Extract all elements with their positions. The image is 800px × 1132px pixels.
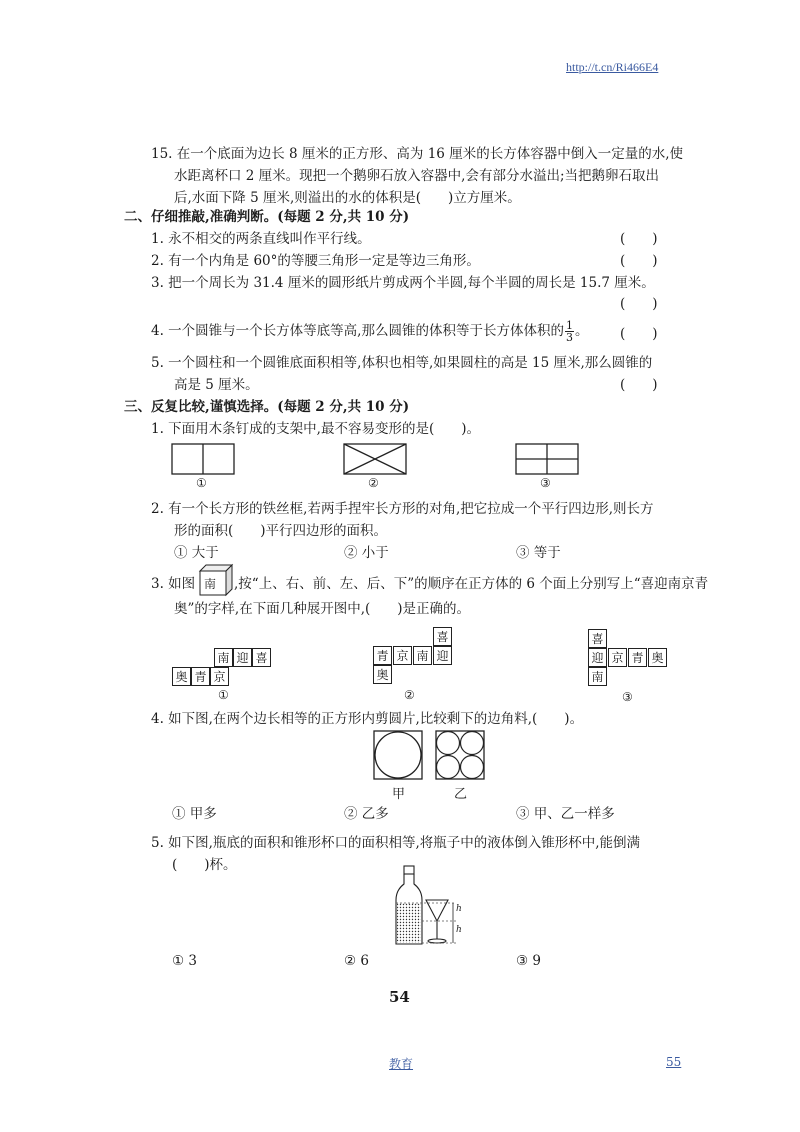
q15-line1: 15. 在一个底面为边长 8 厘米的正方形、高为 16 厘米的长方体容器中倒入一定量的水,使 [151, 146, 683, 162]
fig-label-jia: 甲 [392, 787, 406, 802]
header-url[interactable]: http://t.cn/Ri466E4 [566, 60, 659, 74]
s2-item2-paren: ( ) [620, 253, 658, 269]
s3-q5-option-1: ① 3 [172, 953, 197, 969]
s3-q2-line1: 2. 有一个长方形的铁丝框,若两手捏牢长方形的对角,把它拉成一个平行四边形,则长方 [151, 501, 654, 517]
section2-title: 二、仔细推敲,准确判断。(每题 2 分,共 10 分) [124, 209, 410, 225]
s3-q1-option-3: ③ [540, 476, 551, 490]
s3-q4-option-2: ② 乙多 [344, 806, 389, 822]
s3-q1-option-1: ① [196, 476, 207, 490]
net2-cell: 迎 [433, 646, 452, 665]
s2-item1-paren: ( ) [620, 231, 658, 247]
s2-item4-tail: 。 [574, 323, 589, 339]
net2-cell: 喜 [433, 627, 452, 646]
s3-q5-option-2: ② 6 [344, 953, 369, 969]
fig-label-yi: 乙 [454, 787, 468, 802]
section3-title: 三、反复比较,谨慎选择。(每题 2 分,共 10 分) [124, 399, 410, 415]
bottle-shape [396, 866, 422, 944]
net3-cell: 京 [608, 648, 627, 667]
net1-cell: 京 [210, 667, 229, 686]
s3-q2-line2: 形的面积( )平行四边形的面积。 [174, 523, 388, 539]
s3-q2-option-1: ① 大于 [174, 545, 219, 561]
footer-link-left[interactable]: 教育 [389, 1057, 414, 1071]
s2-item5-line1: 5. 一个圆柱和一个圆锥底面积相等,体积也相等,如果圆柱的高是 15 厘米,那么圆锥的 [151, 355, 653, 371]
s3-q5-line2: ( )杯。 [172, 857, 237, 873]
net1-cell: 青 [191, 667, 210, 686]
net3-cell: 南 [588, 667, 607, 686]
q15-line2: 水距离杯口 2 厘米。现把一个鹅卵石放入容器中,会有部分水溢出;当把鹅卵石取出 [174, 168, 660, 184]
height-label-bottom: h [456, 925, 462, 935]
net1-cell: 喜 [252, 648, 271, 667]
net1-cell: 南 [214, 648, 233, 667]
s3-q3-label-3: ③ [622, 690, 633, 704]
page-number: 54 [389, 988, 410, 1006]
s3-q3-line1b: ,按“上、右、前、左、后、下”的顺序在正方体的 6 个面上分别写上“喜迎南京青 [234, 576, 709, 592]
s3-q3-label-2: ② [404, 688, 415, 702]
s2-item1: 1. 永不相交的两条直线叫作平行线。 [151, 231, 371, 247]
cube-front-face: 南 [204, 577, 217, 591]
net3-cell: 青 [628, 648, 647, 667]
s2-item2: 2. 有一个内角是 60°的等腰三角形一定是等边三角形。 [151, 253, 480, 269]
fraction-denominator: 3 [565, 331, 573, 344]
s3-q5-line1: 5. 如下图,瓶底的面积和锥形杯口的面积相等,将瓶子中的液体倒入锥形杯中,能倒满 [151, 835, 641, 851]
net3-cell: 喜 [588, 629, 607, 648]
height-label-top: h [456, 904, 462, 914]
net1-cell: 奥 [172, 667, 191, 686]
net2-cell: 南 [413, 646, 432, 665]
footer-link-right[interactable]: 55 [666, 1055, 682, 1069]
net3-cell: 迎 [588, 648, 607, 667]
s3-q1-text: 1. 下面用木条钉成的支架中,最不容易变形的是( )。 [151, 421, 480, 437]
net2-cell: 奥 [373, 665, 392, 684]
q15-line3: 后,水面下降 5 厘米,则溢出的水的体积是( )立方厘米。 [174, 190, 521, 206]
net3-cell: 奥 [648, 648, 667, 667]
s3-q3-line1a: 3. 如图 [151, 576, 196, 592]
fraction-numerator: 1 [565, 319, 573, 332]
net2-cell: 青 [373, 646, 392, 665]
net1-cell: 迎 [233, 648, 252, 667]
s2-item5-paren: ( ) [620, 377, 658, 393]
cone-cup-shape [426, 900, 448, 943]
s2-item5-line2: 高是 5 厘米。 [174, 377, 259, 393]
s3-q2-option-3: ③ 等于 [516, 545, 561, 561]
s2-item3: 3. 把一个周长为 31.4 厘米的圆形纸片剪成两个半圆,每个半圆的周长是 15.7 厘米。 [151, 275, 655, 291]
s3-q4-option-3: ③ 甲、乙一样多 [516, 806, 615, 822]
s3-q5-option-3: ③ 9 [516, 953, 541, 969]
s2-item3-paren: ( ) [620, 296, 658, 312]
s3-q3-line2: 奥”的字样,在下面几种展开图中,( )是正确的。 [174, 601, 471, 617]
net2-cell: 京 [393, 646, 412, 665]
s3-q2-option-2: ② 小于 [344, 545, 389, 561]
s2-item4-paren: ( ) [620, 326, 658, 342]
s3-q1-option-2: ② [368, 476, 379, 490]
s3-q3-label-1: ① [218, 688, 229, 702]
s3-q4-option-1: ① 甲多 [172, 806, 217, 822]
s3-q4-text: 4. 如下图,在两个边长相等的正方形内剪圆片,比较剩下的边角料,( )。 [151, 711, 584, 727]
s2-item4-text: 4. 一个圆锥与一个长方体等底等高,那么圆锥的体积等于长方体体积的 [151, 323, 564, 339]
